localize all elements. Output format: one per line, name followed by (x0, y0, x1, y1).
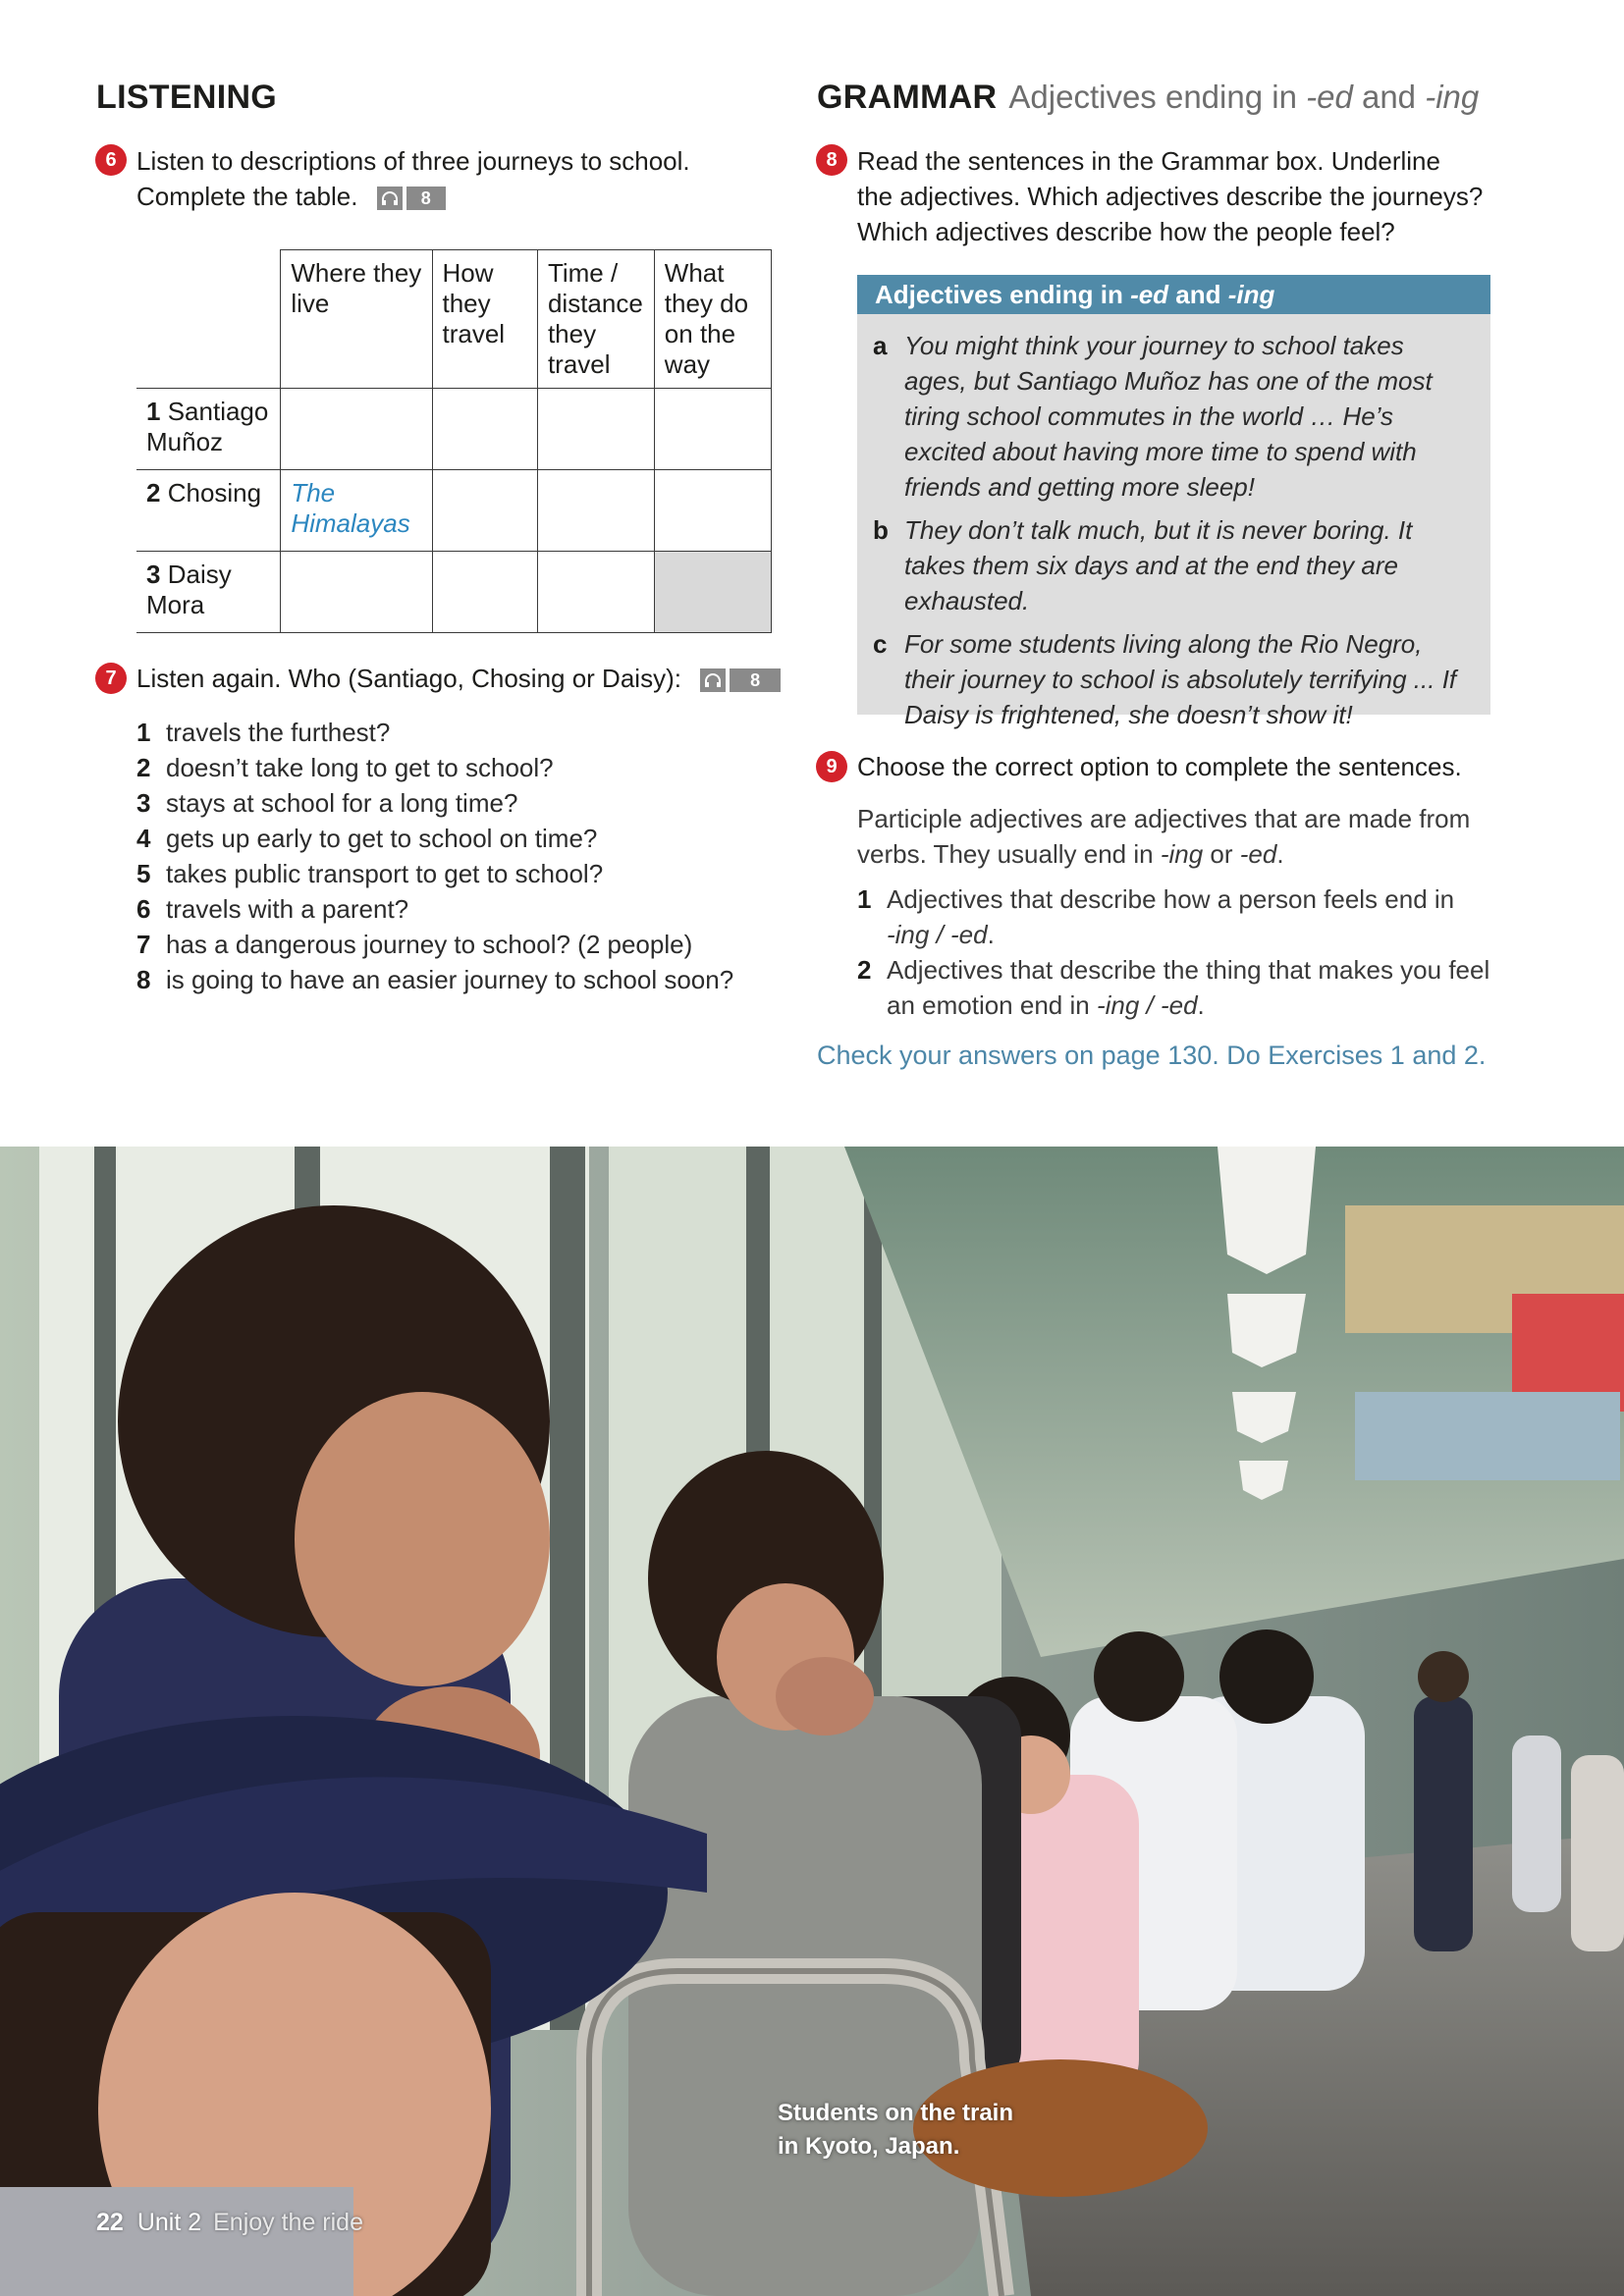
page-footer (96, 2209, 363, 2237)
intro-line: Participle adjectives are adjectives that are made from (857, 804, 1471, 833)
row-name: Chosing (167, 478, 262, 507)
list-item: 6 travels with a parent? (136, 894, 409, 924)
list-item: 4 gets up early to get to school on time? (136, 824, 598, 853)
exercise-9-items (857, 881, 1525, 1023)
answer-cell[interactable] (432, 552, 537, 633)
answer-cell[interactable] (654, 470, 771, 552)
grammar-box (857, 275, 1490, 729)
caption-line: Students on the train (778, 2100, 1013, 2126)
row-number: 1 (146, 397, 161, 426)
row-name: Daisy Mora (146, 560, 232, 619)
exercise-7-text: Listen again. Who (Santiago, Chosing or Daisy): (136, 664, 681, 693)
table-header: Where they live (281, 250, 432, 389)
table-header: How they travel (432, 250, 537, 389)
audio-track-tag[interactable] (377, 187, 446, 210)
list-item: 3 stays at school for a long time? (136, 788, 518, 818)
option-choice[interactable]: -ing / -ed (1096, 990, 1198, 1020)
exercise-7-instruction (136, 661, 785, 696)
journeys-table (136, 249, 772, 633)
table-row (136, 470, 772, 552)
list-item: 1 Adjectives that describe how a person feels end in -ing / -ed. (857, 884, 1455, 949)
list-item: 5 takes public transport to get to school? (136, 859, 604, 888)
answer-cell[interactable] (537, 552, 654, 633)
grammar-example: a You might think your journey to school takes ages, but Santiago Muñoz has one of the most tiring school commutes in the world … He’s excited about having more time to spend with friends and getting more sleep! (873, 331, 1433, 502)
option-choice[interactable]: -ing / -ed (887, 920, 988, 949)
answer-cell[interactable] (537, 389, 654, 470)
grammar-box-heading: Adjectives ending in -ed and -ing (857, 275, 1490, 314)
track-number: 8 (406, 187, 446, 210)
exercise-7-questions (136, 715, 785, 997)
audio-track-tag[interactable] (700, 668, 781, 692)
table-header: What they do on the way (654, 250, 771, 389)
list-item: 1 travels the furthest? (136, 718, 391, 747)
row-label (136, 389, 281, 470)
exercise-7-badge: 7 (95, 663, 127, 694)
row-label (136, 470, 281, 552)
exercise-8-line: Which adjectives describe how the people feel? (857, 217, 1395, 246)
list-item: 8 is going to have an easier journey to school soon? (136, 965, 734, 994)
row-number: 2 (146, 478, 161, 507)
exercise-8-badge: 8 (816, 144, 847, 176)
exercise-6-line2 (136, 179, 765, 214)
shaded-cell (654, 552, 771, 633)
row-label (136, 552, 281, 633)
list-item: 2 Adjectives that describe the thing that makes you feel an emotion end in -ing / -ed. (857, 955, 1490, 1020)
unit-title: Enjoy the ride (213, 2209, 363, 2236)
exercise-8-line: the adjectives. Which adjectives describe the journeys? (857, 182, 1484, 211)
example-answer-cell: The Himalayas (281, 470, 432, 552)
list-item: 7 has a dangerous journey to school? (2 people) (136, 930, 693, 959)
table-row (136, 389, 772, 470)
check-answers-link[interactable]: Check your answers on page 130. Do Exercises 1 and 2. (817, 1041, 1487, 1070)
exercise-8-line: Read the sentences in the Grammar box. Underline (857, 146, 1440, 176)
exercise-6-instruction (136, 143, 765, 214)
exercise-9-instruction: Choose the correct option to complete the sentences. (857, 752, 1462, 781)
answer-cell[interactable] (537, 470, 654, 552)
headphones-icon (700, 668, 726, 692)
grammar-example: b They don’t talk much, but it is never boring. It takes them six days and at the end they are exhausted. (873, 515, 1413, 615)
intro-line: verbs. They usually end in -ing or -ed. (857, 839, 1284, 869)
listening-title: LISTENING (96, 79, 278, 116)
table-row (136, 552, 772, 633)
answer-cell[interactable] (654, 389, 771, 470)
list-item: 2 doesn’t take long to get to school? (136, 753, 554, 782)
row-number: 3 (146, 560, 161, 589)
photo-caption (778, 2097, 1013, 2163)
grammar-subtitle: Adjectives ending in -ed and -ing (1008, 79, 1480, 115)
exercise-6-line1: Listen to descriptions of three journeys to school. (136, 146, 690, 176)
page-number: 22 (96, 2209, 124, 2236)
answer-cell[interactable] (432, 389, 537, 470)
grammar-title: GRAMMAR (817, 79, 998, 116)
headphones-icon (377, 187, 403, 210)
table-corner (136, 250, 281, 389)
answer-cell[interactable] (281, 552, 432, 633)
row-name: Santiago Muñoz (146, 397, 269, 456)
exercise-6-badge: 6 (95, 144, 127, 176)
exercise-9-badge: 9 (816, 751, 847, 782)
table-header: Time / distance they travel (537, 250, 654, 389)
grammar-example: c For some students living along the Rio Negro, their journey to school is absolutely terrifying ... If Daisy is frightened, she doesn’t show it! (873, 629, 1457, 729)
caption-line: in Kyoto, Japan. (778, 2133, 960, 2160)
exercise-6-line2-text: Complete the table. (136, 182, 358, 211)
unit-label: Unit 2 (136, 2209, 202, 2236)
answer-cell[interactable] (281, 389, 432, 470)
grammar-heading (817, 79, 1479, 117)
answer-cell[interactable] (432, 470, 537, 552)
participle-intro (857, 801, 1525, 872)
track-number: 8 (730, 668, 781, 692)
exercise-8-instruction (857, 143, 1535, 249)
